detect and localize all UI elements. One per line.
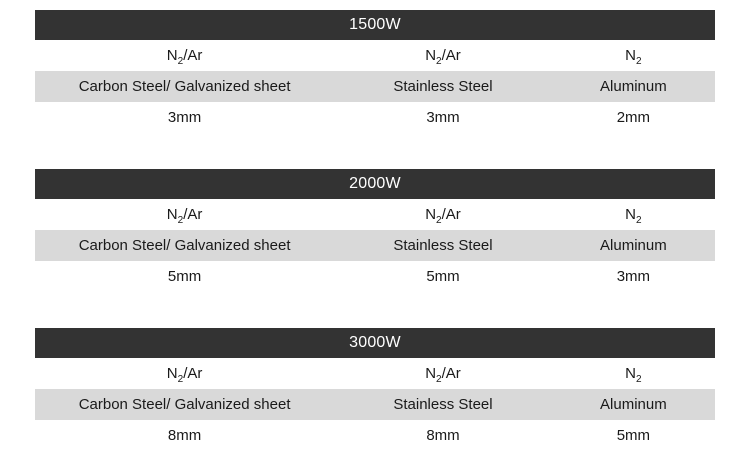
power-label: 2000W [349, 175, 401, 192]
gas-cell [35, 40, 334, 71]
gas-subscript: 2 [436, 215, 442, 226]
thickness-cell: 5mm [552, 420, 715, 451]
gas-subscript: 2 [436, 374, 442, 385]
power-label: 3000W [349, 334, 401, 351]
table-header-power [35, 10, 715, 40]
gas-cell [552, 199, 715, 230]
table-row-gas [35, 40, 715, 71]
material-cell: Stainless Steel [334, 71, 552, 102]
gas-value: $N_2/Ar$ [166, 365, 203, 385]
gas-subscript: 2 [636, 215, 642, 226]
thickness-cell: 5mm [334, 261, 552, 292]
power-label: 1500W [349, 16, 401, 33]
material-cell: Carbon Steel/ Galvanized sheet [35, 71, 334, 102]
gas-value: $N_2/Ar$ [166, 47, 203, 67]
gas-value: $N_2/Ar$ [425, 365, 461, 385]
gas-subscript: 2 [636, 56, 642, 67]
power-spec-table-2000w [35, 169, 715, 292]
material-cell: Aluminum [552, 71, 715, 102]
table-row-thickness [35, 420, 715, 451]
material-cell: Carbon Steel/ Galvanized sheet [35, 230, 334, 261]
power-spec-table-3000w [35, 328, 715, 451]
top-spacer [0, 0, 750, 10]
gas-value: $N_2/Ar$ [425, 47, 461, 67]
table-row-gas [35, 199, 715, 230]
table-spacer [0, 292, 750, 328]
thickness-cell: 2mm [552, 102, 715, 133]
material-cell: Aluminum [552, 230, 715, 261]
thickness-cell: 3mm [35, 102, 334, 133]
gas-subscript: 2 [177, 374, 184, 385]
table-row-thickness [35, 102, 715, 133]
gas-cell [334, 358, 552, 389]
thickness-cell: 3mm [334, 102, 552, 133]
gas-subscript: 2 [436, 56, 442, 67]
table-header-power [35, 328, 715, 358]
gas-cell [552, 40, 715, 71]
table-row-thickness [35, 261, 715, 292]
gas-value: $N_2/Ar$ [166, 206, 203, 226]
material-cell: Stainless Steel [334, 230, 552, 261]
table-header-power [35, 169, 715, 199]
material-cell: Carbon Steel/ Galvanized sheet [35, 389, 334, 420]
table-row-gas [35, 358, 715, 389]
gas-subscript: 2 [636, 374, 642, 385]
gas-subscript: 2 [177, 215, 184, 226]
gas-cell [35, 199, 334, 230]
gas-value: $N_2$ [625, 365, 642, 385]
thickness-cell: 3mm [552, 261, 715, 292]
gas-subscript: 2 [177, 56, 184, 67]
power-spec-table-1500w [35, 10, 715, 133]
table-spacer [0, 133, 750, 169]
gas-cell [334, 199, 552, 230]
table-row-material [35, 389, 715, 420]
table-row-material [35, 230, 715, 261]
thickness-cell: 8mm [35, 420, 334, 451]
material-cell: Stainless Steel [334, 389, 552, 420]
gas-cell [334, 40, 552, 71]
gas-value: $N_2$ [625, 47, 642, 67]
material-cell: Aluminum [552, 389, 715, 420]
thickness-cell: 5mm [35, 261, 334, 292]
thickness-cell: 8mm [334, 420, 552, 451]
table-row-material [35, 71, 715, 102]
gas-value: $N_2/Ar$ [425, 206, 461, 226]
gas-cell [552, 358, 715, 389]
gas-value: $N_2$ [625, 206, 642, 226]
gas-cell [35, 358, 334, 389]
